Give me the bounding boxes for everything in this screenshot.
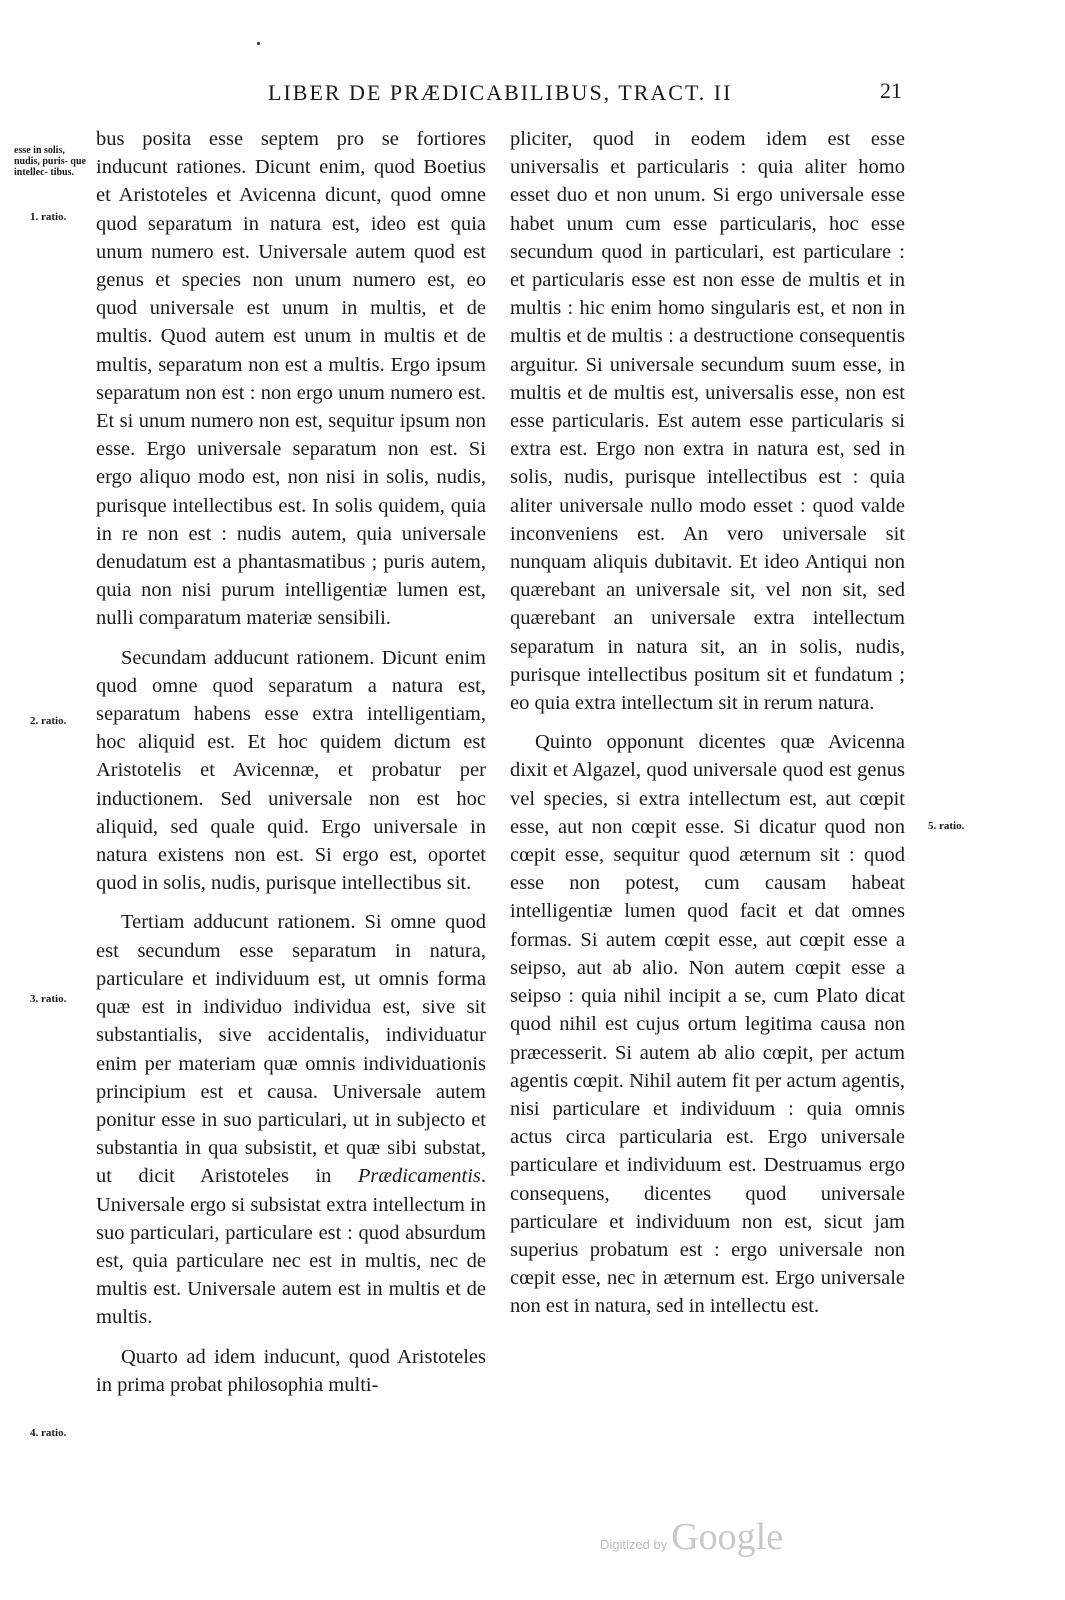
- paragraph-ratio-5: Quinto opponunt dicentes quæ Avicenna dixit et Algazel, quod universale quod est genus vel species, si extra intellectum est, aut cœpit esse, aut non cœpit esse. Si dicatur quod non cœpit esse, sequitur quod æternum sit : quod esse non potest, cum causam habeat intelligentiæ lumen quod facit et dat omnes formas. Si autem cœpit esse, aut cœpit esse a seipso, aut ab alio. Non autem cœpit esse a seipso : quia nihil incipit a se, cum Plato dicat quod nihil est cujus ortum legitima causa non præcesserit. Si autem ab alio cœpit, per actum agentis cœpit. Nihil autem fit per actum agentis, nisi particulare et individuum : quia omnis actus circa particularia est. Ergo universale particulare et individuum est. Destruamus ergo consequens, dicentes quod universale particulare et individuum non est, sicut jam superius probatum est : ergo universale non cœpit esse, nec in æternum est. Ergo universale non est in natura, sed in intellectu est.: [510, 731, 905, 1318]
- left-column: [96, 125, 486, 1410]
- google-logo: Google: [671, 1516, 784, 1558]
- margin-note-ratio-1: 1. ratio.: [30, 211, 67, 223]
- margin-note-ratio-2: 2. ratio.: [30, 715, 67, 727]
- running-header: LIBER DE PRÆDICABILIBUS, TRACT. II: [268, 80, 733, 105]
- page-number: 21: [880, 78, 902, 103]
- ink-speck: [257, 42, 260, 45]
- paragraph-ratio-2: Secundam adducunt rationem. Dicunt enim quod omne quod separatum a natura est, separatum habens esse extra intelligentiam, hoc aliquid est. Et hoc quidem dictum est Aristotelis et Avicennæ, et probatur per inductionem. Sed universale non est hoc aliquid, sed quale quid. Ergo universale in natura existens non est. Si ergo est, oportet quod in solis, nudis, purisque intellectibus sit.: [96, 646, 486, 895]
- margin-note-ratio-4: 4. ratio.: [30, 1427, 67, 1439]
- paragraph-ratio-4: Quarto ad idem inducunt, quod Aristoteles in prima probat philosophia multi-: [96, 1345, 486, 1396]
- margin-note-ratio-3: 3. ratio.: [30, 993, 67, 1005]
- digitized-by-label: Digitized by: [600, 1537, 668, 1552]
- praedicamentis-title: Prædicamentis: [357, 1165, 481, 1188]
- margin-note-ratio-5: 5. ratio.: [928, 820, 965, 832]
- paragraph-ratio-3: [96, 908, 486, 1331]
- digitized-by-google-watermark: [600, 1515, 783, 1559]
- ratio-3-text-b: . Universale ergo si subsistat extra intellectum in suo particulari, particulare est : quod absurdum est, quia particulare nec est in multis, nec de multis est. Universale autem est in multis et de multis.: [96, 1165, 486, 1329]
- right-column: [510, 125, 905, 1332]
- paragraph-ratio-1: bus posita esse septem pro se fortiores inducunt rationes. Dicunt enim, quod Boetius et Aristoteles et Avicenna dicunt, quod omne quod separatum in natura est, ideo est quia unum numero est. Universale autem quod est genus et species non unum numero est, eo quod universale est unum in multis, et de multis. Quod autem est unum in multis et de multis, separatum non est a multis. Ergo ipsum separatum non est : non ergo unum numero est. Et si unum numero non est, sequitur ipsum non esse. Ergo universale separatum non est. Si ergo aliquo modo est, non nisi in solis, nudis, purisque intellectibus est. In solis quidem, quia in re non est : nudis autem, quia universale denudatum est a phantasmatibus ; puris autem, quia non nisi purum intelligentiæ lumen est, nulli comparatum materiæ sensibili.: [96, 128, 486, 630]
- ratio-3-text-a: Tertiam adducunt rationem. Si omne quod est secundum esse separatum in natura, particulare et individuum est, ut omnis forma quæ est in individuo individua est, sive sit substantialis, sive accidentalis, individuatur enim per materiam quæ omnis individuationis principium est et causa. Universale autem ponitur esse in suo particulari, ut in subjecto et substantia in qua subsistit, et quæ sibi substat, ut dicit Aristoteles in: [96, 911, 486, 1188]
- paragraph-continuation: pliciter, quod in eodem idem est esse universalis et particularis : quia aliter homo esset duo et non unum. Si ergo universale esse habet unum cum esse particularis, hoc esse secundum quod in particulari, est particulare : et particularis esse est non esse de multis et in multis : hic enim homo singularis est, et non in multis et de multis : a destructione consequentis arguitur. Si universale secundum suum esse, in multis et de multis est, universalis esse, non est esse particularis. Est autem esse particularis si extra est. Ergo non extra in natura est, sed in solis, nudis, purisque intellectibus est : quia aliter universale nullo modo esset : quod valde inconveniens est. An vero universale sit nunquam aliquis dubitavit. Et ideo Antiqui non quærebant an universale sit, vel non sit, sed quærebant an universale extra intellectum separatum in natura sit, an in solis, nudis, purisque intellectibus positum sit et fundatum ; eo quia extra intellectum sit in rerum natura.: [510, 128, 905, 715]
- margin-note-esse-in-solis: esse in solis, nudis, puris- que intellec- tibus.: [14, 145, 86, 178]
